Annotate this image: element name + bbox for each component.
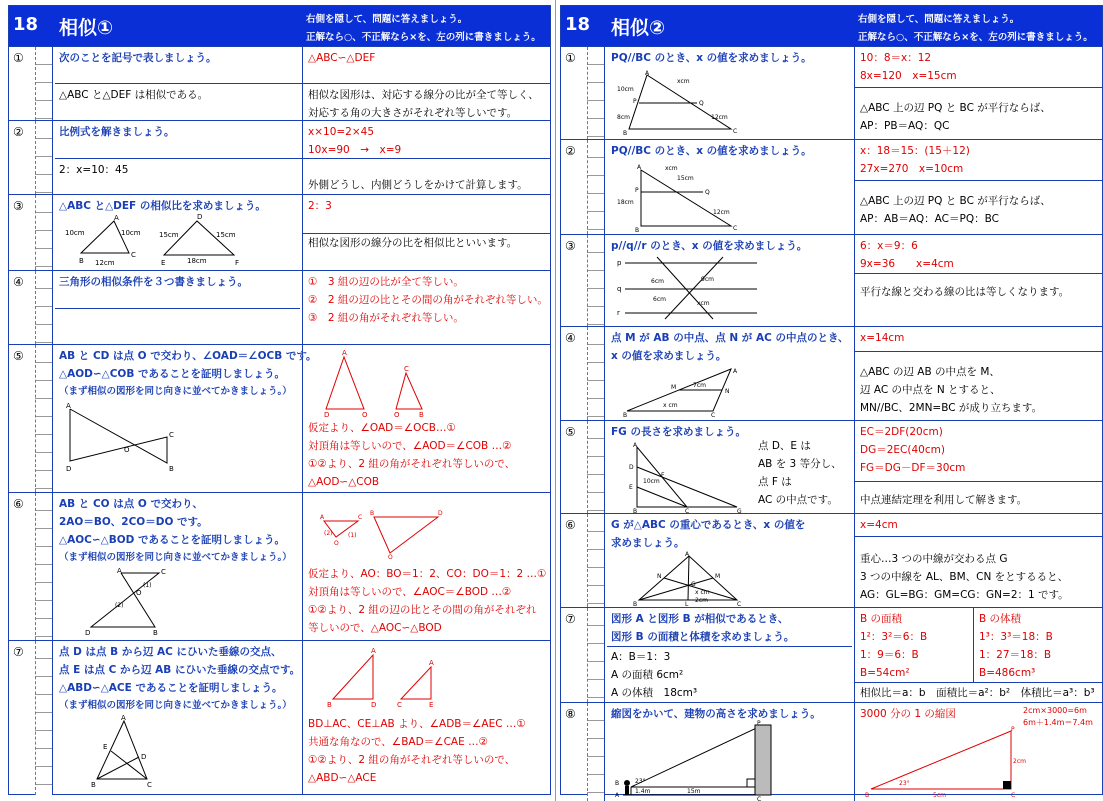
svg-text:B: B bbox=[615, 780, 620, 787]
svg-text:B: B bbox=[91, 781, 96, 789]
svg-text:B: B bbox=[623, 130, 628, 137]
question-text: G が△ABC の重心であるとき、x の値を 求めましょう。 bbox=[611, 519, 806, 549]
svg-text:A: A bbox=[117, 567, 122, 575]
svg-text:O: O bbox=[388, 554, 393, 561]
area-answer: B の面積 1²：3²＝6：B 1：9＝6：B B=54cm² bbox=[860, 613, 928, 679]
given-values: A：B＝1：3 A の面積 6cm² A の体積 18cm³ bbox=[611, 651, 698, 699]
svg-text:C: C bbox=[131, 251, 136, 259]
svg-text:F: F bbox=[235, 259, 240, 267]
svg-text:A: A bbox=[429, 659, 434, 667]
svg-text:C: C bbox=[397, 701, 402, 709]
answer-mark-column[interactable] bbox=[587, 608, 605, 702]
answer-text: 2：3 bbox=[308, 200, 332, 212]
problem-conditions: 点 D、E は AB を 3 等分し、 点 F は AC の中点です。 bbox=[758, 440, 842, 506]
question-row-7 bbox=[561, 607, 1102, 702]
similar-triangles-sketch[interactable] bbox=[319, 647, 449, 707]
svg-text:G: G bbox=[691, 581, 696, 588]
worksheet-right bbox=[560, 5, 1103, 801]
answer-mark-column[interactable] bbox=[35, 493, 53, 640]
svg-text:O: O bbox=[362, 411, 368, 419]
parallel-figure bbox=[617, 162, 747, 232]
svg-text:P: P bbox=[633, 98, 637, 105]
svg-text:E: E bbox=[161, 259, 166, 267]
question-number: ⑧ bbox=[565, 707, 576, 721]
question-row-4 bbox=[9, 270, 550, 344]
question-row-6 bbox=[9, 492, 550, 640]
svg-text:A: A bbox=[320, 514, 325, 521]
svg-text:6cm: 6cm bbox=[651, 278, 664, 285]
answer-mark-column[interactable] bbox=[587, 421, 605, 513]
svg-text:E: E bbox=[103, 743, 108, 751]
svg-text:1.4m: 1.4m bbox=[635, 788, 651, 795]
svg-text:(2): (2) bbox=[115, 602, 124, 609]
answer-text: 3000 分の 1 の縮図 bbox=[860, 708, 956, 720]
svg-text:A: A bbox=[615, 792, 620, 799]
svg-text:2cm: 2cm bbox=[1013, 758, 1026, 765]
answer-text: BD⊥AC、CE⊥AB より、∠ADB＝∠AEC …① 共通な角なので、∠BAD＝∠CAE …② ①②より、2 組の角がそれぞれ等しいので、 △ABD∽△ACE bbox=[308, 718, 526, 784]
svg-text:8cm: 8cm bbox=[617, 114, 630, 121]
answer-text: △ABC∽△DEF bbox=[308, 52, 376, 64]
svg-text:x cm: x cm bbox=[663, 402, 678, 409]
question-row-2 bbox=[9, 120, 550, 194]
svg-text:15cm: 15cm bbox=[216, 231, 236, 239]
svg-text:B: B bbox=[153, 629, 158, 637]
question-text: p//q//r のとき、x の値を求めましょう。 bbox=[611, 240, 808, 252]
svg-text:10cm: 10cm bbox=[121, 229, 141, 237]
svg-text:C: C bbox=[358, 514, 363, 521]
svg-text:M: M bbox=[671, 384, 677, 391]
explanation: 外側どうし、内側どうしをかけて計算します。 bbox=[308, 179, 528, 191]
svg-text:A: A bbox=[645, 70, 650, 77]
answer-mark-column[interactable] bbox=[35, 195, 53, 270]
svg-text:x cm: x cm bbox=[695, 589, 710, 596]
svg-text:O: O bbox=[136, 589, 142, 597]
svg-text:A: A bbox=[342, 349, 347, 357]
question-text: AB と CD は点 O で交わり、∠OAD＝∠OCB です。 △AOD∽△COB であることを証明しましょう。 （まず相似の図形を同じ向きに並べてかきましょう。） bbox=[59, 350, 317, 397]
svg-text:12cm: 12cm bbox=[95, 259, 115, 267]
answer-mark-column[interactable] bbox=[587, 140, 605, 234]
header bbox=[561, 6, 1102, 46]
svg-text:D: D bbox=[438, 510, 443, 517]
answer-mark-column[interactable] bbox=[587, 235, 605, 326]
answer-text: x：18＝15：(15＋12) 27x=270 x=10cm bbox=[860, 145, 970, 175]
svg-text:B: B bbox=[370, 510, 375, 517]
explanation: △ABC の辺 AB の中点を M、 辺 AC の中点を N とすると、 MN//BC、2MN=BC が成り立ちます。 bbox=[860, 366, 1043, 414]
svg-text:18cm: 18cm bbox=[187, 257, 207, 265]
svg-text:Q: Q bbox=[705, 189, 710, 196]
midpoint-triangle-figure bbox=[621, 365, 751, 417]
svg-text:23°: 23° bbox=[899, 780, 910, 787]
worksheet-left bbox=[8, 5, 551, 795]
scale-drawing[interactable] bbox=[861, 723, 1026, 799]
svg-text:A: A bbox=[114, 214, 119, 222]
svg-text:C: C bbox=[169, 431, 174, 439]
question-row-4 bbox=[561, 326, 1102, 420]
question-text: 点 D は点 B から辺 AC にひいた垂線の交点、 点 E は点 C から辺 AB にひいた垂線の交点です。 △ABD∽△ACE であることを証明しましょう。 （まず相似の図形を同じ向きに並べてかきましょう。） bbox=[59, 646, 301, 711]
parallel-lines-figure bbox=[617, 255, 767, 321]
svg-text:12cm: 12cm bbox=[711, 114, 728, 121]
svg-text:6cm: 6cm bbox=[653, 296, 666, 303]
explanation: △ABC 上の辺 PQ と BC が平行ならば、 AP：AB＝AQ：AC＝PQ：BC bbox=[860, 195, 1051, 225]
svg-text:Q: Q bbox=[699, 100, 704, 107]
volume-answer: B の体積 1³：3³＝18：B 1：27＝18：B B=486cm³ bbox=[979, 613, 1053, 679]
instructions: 右側を隠して、問題に答えましょう。 正解なら○、不正解なら×を、左の列に書きましょう。 bbox=[306, 14, 541, 43]
svg-text:(2): (2) bbox=[324, 530, 333, 537]
svg-text:q: q bbox=[617, 285, 622, 293]
svg-text:D: D bbox=[141, 753, 147, 761]
question-number: ② bbox=[565, 144, 576, 158]
sheet-title: 相似② bbox=[611, 17, 666, 39]
svg-text:E: E bbox=[429, 701, 434, 709]
svg-text:E: E bbox=[629, 484, 633, 491]
svg-text:xcm: xcm bbox=[665, 165, 678, 172]
instructions: 右側を隠して、問題に答えましょう。 正解なら○、不正解なら×を、左の列に書きましょう。 bbox=[858, 14, 1093, 43]
centroid-figure bbox=[633, 552, 743, 606]
sheet-number: 18 bbox=[13, 14, 39, 35]
question-row-3 bbox=[9, 194, 550, 270]
svg-text:A: A bbox=[733, 368, 738, 375]
svg-text:P: P bbox=[1011, 726, 1015, 733]
explanation: 相似な図形の線分の比を相似比といいます。 bbox=[308, 237, 518, 249]
question-number: ⑤ bbox=[13, 349, 24, 363]
answer-text: x=14cm bbox=[860, 332, 905, 344]
svg-text:23°: 23° bbox=[635, 778, 646, 785]
svg-text:12cm: 12cm bbox=[713, 209, 730, 216]
question-text: PQ//BC のとき、x の値を求めましょう。 bbox=[611, 52, 812, 64]
question-text: △ABC と△DEF の相似比を求めましょう。 bbox=[59, 200, 266, 212]
svg-text:B: B bbox=[623, 412, 628, 419]
svg-text:D: D bbox=[66, 465, 72, 473]
answer-text: x×10=2×45 10x=90 → x=9 bbox=[308, 126, 402, 156]
answer-mark-column[interactable] bbox=[587, 47, 605, 139]
svg-text:(1): (1) bbox=[143, 582, 152, 589]
svg-text:A: A bbox=[66, 402, 71, 410]
svg-text:O: O bbox=[334, 540, 339, 547]
svg-text:(1): (1) bbox=[348, 532, 357, 539]
question-row-7 bbox=[9, 640, 550, 795]
page-divider bbox=[555, 0, 556, 801]
svg-text:P: P bbox=[635, 187, 639, 194]
question-row-1 bbox=[9, 46, 550, 120]
svg-text:9cm: 9cm bbox=[701, 276, 714, 283]
svg-text:C: C bbox=[404, 365, 409, 373]
svg-text:C: C bbox=[1011, 792, 1016, 799]
header bbox=[9, 6, 550, 46]
answer-text: 6：x＝9：6 9x=36 x=4cm bbox=[860, 240, 954, 270]
svg-text:D: D bbox=[197, 213, 203, 221]
question-text: FG の長さを求めましょう。 bbox=[611, 426, 746, 438]
crossing-lines-figure bbox=[64, 403, 179, 473]
trisection-figure bbox=[627, 443, 747, 513]
answer-text: x=4cm bbox=[860, 519, 898, 531]
answer-mark-column[interactable] bbox=[35, 641, 53, 795]
svg-text:D: D bbox=[324, 411, 330, 419]
svg-text:18cm: 18cm bbox=[617, 199, 634, 206]
sheet-title: 相似① bbox=[59, 17, 114, 39]
question-text: 比例式を解きましょう。 bbox=[59, 126, 175, 138]
question-number: ① bbox=[565, 51, 576, 65]
svg-text:D: D bbox=[371, 701, 377, 709]
svg-text:p: p bbox=[617, 259, 622, 267]
svg-text:C: C bbox=[711, 412, 716, 419]
svg-text:A: A bbox=[633, 442, 638, 449]
answer-mark-column[interactable] bbox=[587, 514, 605, 607]
svg-text:B: B bbox=[327, 701, 332, 709]
question-number: ① bbox=[13, 51, 24, 65]
explanation: 中点連結定理を利用して解きます。 bbox=[860, 494, 1028, 506]
question-statement: △ABC と△DEF は相似である。 bbox=[59, 89, 209, 101]
question-number: ③ bbox=[565, 239, 576, 253]
answer-mark-column[interactable] bbox=[35, 271, 53, 344]
svg-text:C: C bbox=[757, 796, 762, 801]
answer-mark-column[interactable] bbox=[35, 47, 53, 120]
svg-text:5cm: 5cm bbox=[933, 792, 946, 799]
question-row-2 bbox=[561, 139, 1102, 234]
svg-text:15m: 15m bbox=[687, 788, 701, 795]
question-row-6 bbox=[561, 513, 1102, 607]
question-number: ④ bbox=[13, 275, 24, 289]
explanation: 相似比＝a：b 面積比＝a²：b² 体積比＝a³：b³ bbox=[860, 687, 1095, 699]
answer-text: EC＝2DF(20cm) DG＝2EC(40cm) FG＝DG－DF＝30cm bbox=[860, 426, 966, 474]
answer-mark-column[interactable] bbox=[587, 327, 605, 420]
svg-text:A: A bbox=[371, 647, 376, 655]
question-row-8 bbox=[561, 702, 1102, 801]
svg-text:A: A bbox=[637, 164, 642, 171]
svg-text:C: C bbox=[733, 225, 738, 232]
question-row-5 bbox=[9, 344, 550, 492]
similar-triangles-sketch[interactable] bbox=[314, 349, 444, 419]
svg-text:15cm: 15cm bbox=[677, 175, 694, 182]
svg-text:P: P bbox=[757, 720, 761, 727]
question-number: ④ bbox=[565, 331, 576, 345]
svg-text:N: N bbox=[657, 573, 662, 580]
svg-text:7cm: 7cm bbox=[693, 382, 706, 389]
answer-mark-column[interactable] bbox=[35, 121, 53, 194]
question-row-1 bbox=[561, 46, 1102, 139]
question-number: ⑥ bbox=[565, 518, 576, 532]
svg-text:M: M bbox=[715, 573, 721, 580]
svg-text:2cm: 2cm bbox=[695, 597, 708, 604]
svg-text:F: F bbox=[661, 472, 665, 479]
similar-triangles-sketch[interactable] bbox=[314, 507, 454, 559]
svg-text:A: A bbox=[685, 551, 690, 558]
svg-text:B: B bbox=[633, 508, 638, 515]
answer-text: 仮定より、AO：BO＝1：2、CO：DO＝1：2 …① 対頂角は等しいので、∠AOC＝∠BOD …② ①②より、2 組の辺の比とその間の角がそれぞれ 等しいので、△AOC∽△BOD bbox=[308, 568, 547, 634]
question-text: PQ//BC のとき、x の値を求めましょう。 bbox=[611, 145, 812, 157]
question-row-5 bbox=[561, 420, 1102, 513]
svg-text:10cm: 10cm bbox=[617, 86, 634, 93]
answer-mark-column[interactable] bbox=[35, 345, 53, 492]
svg-text:C: C bbox=[733, 128, 738, 135]
question-number: ② bbox=[13, 125, 24, 139]
svg-text:G: G bbox=[737, 508, 742, 515]
svg-text:L: L bbox=[685, 601, 689, 608]
question-number: ③ bbox=[13, 199, 24, 213]
question-text: 次のことを記号で表しましょう。 bbox=[59, 52, 217, 64]
question-text: 点 M が AB の中点、点 N が AC の中点のとき、 x の値を求めましょう。 bbox=[611, 332, 849, 362]
svg-text:C: C bbox=[161, 568, 166, 576]
svg-text:A: A bbox=[121, 714, 126, 722]
svg-text:r: r bbox=[617, 309, 620, 317]
calculation: 2cm×3000=6m 6m＋1.4m＝7.4m bbox=[1023, 706, 1093, 727]
svg-text:N: N bbox=[725, 388, 730, 395]
question-statement: 2：x=10：45 bbox=[59, 164, 129, 176]
sheet-number: 18 bbox=[565, 14, 591, 35]
svg-text:15cm: 15cm bbox=[159, 231, 179, 239]
svg-text:xcm: xcm bbox=[697, 300, 710, 307]
question-number: ⑥ bbox=[13, 497, 24, 511]
question-text: 三角形の相似条件を３つ書きましょう。 bbox=[59, 276, 248, 288]
question-number: ⑦ bbox=[565, 612, 576, 626]
question-text: AB と CO は点 O で交わり、 2AO＝BO、2CO＝DO です。 △AOC∽△BOD であることを証明しましょう。 （まず相似の図形を同じ向きに並べてかきましょう。） bbox=[59, 498, 292, 563]
svg-text:C: C bbox=[147, 781, 152, 789]
answer-text: 10：8＝x：12 8x=120 x=15cm bbox=[860, 52, 957, 82]
question-row-3 bbox=[561, 234, 1102, 326]
question-text: 縮図をかいて、建物の高さを求めましょう。 bbox=[611, 708, 821, 720]
svg-text:10cm: 10cm bbox=[65, 229, 85, 237]
svg-text:B: B bbox=[419, 411, 424, 419]
svg-text:B: B bbox=[79, 257, 84, 265]
answer-mark-column[interactable] bbox=[587, 703, 605, 801]
svg-text:B: B bbox=[865, 792, 870, 799]
svg-text:O: O bbox=[394, 411, 400, 419]
svg-text:B: B bbox=[633, 601, 638, 608]
explanation: △ABC 上の辺 PQ と BC が平行ならば、 AP：PB＝AQ：QC bbox=[860, 102, 1051, 132]
svg-text:C: C bbox=[685, 508, 690, 515]
svg-text:O: O bbox=[124, 446, 130, 454]
question-number: ⑦ bbox=[13, 645, 24, 659]
altitude-triangle-figure bbox=[89, 714, 159, 789]
triangle-figure bbox=[65, 213, 269, 269]
svg-text:D: D bbox=[629, 464, 634, 471]
svg-text:10cm: 10cm bbox=[643, 478, 660, 485]
svg-text:D: D bbox=[85, 629, 91, 637]
explanation: 相似な図形は、対応する線分の比が全て等しく、 対応する角の大きさがそれぞれ等しいです。 bbox=[308, 89, 539, 119]
answer-text: 仮定より、∠OAD＝∠OCB…① 対頂角は等しいので、∠AOD＝∠COB …② ①②より、2 組の角がそれぞれ等しいので、 △AOD∽△COB bbox=[308, 422, 516, 488]
explanation: 重心…3 つの中線が交わる点 G 3 つの中線を AL、BM、CN をとするると、 AG：GL=BG：GM=CG：GN=2：1 です。 bbox=[860, 553, 1069, 601]
question-text: 図形 A と図形 B が相似であるとき、 図形 B の面積と体積を求めましょう。 bbox=[611, 613, 795, 643]
explanation: 平行な線と交わる線の比は等しくなります。 bbox=[860, 286, 1070, 298]
svg-text:B: B bbox=[635, 227, 640, 234]
crossing-lines-figure bbox=[81, 569, 171, 637]
parallel-figure bbox=[617, 69, 747, 135]
svg-text:B: B bbox=[169, 465, 174, 473]
svg-text:C: C bbox=[737, 601, 742, 608]
answer-text: ① 3 組の辺の比が全て等しい。 ② 2 組の辺の比とその間の角がそれぞれ等しい。 ③ 2 組の角がそれぞれ等しい。 bbox=[308, 276, 548, 324]
building-figure bbox=[613, 721, 773, 799]
svg-text:xcm: xcm bbox=[677, 78, 690, 85]
question-number: ⑤ bbox=[565, 425, 576, 439]
